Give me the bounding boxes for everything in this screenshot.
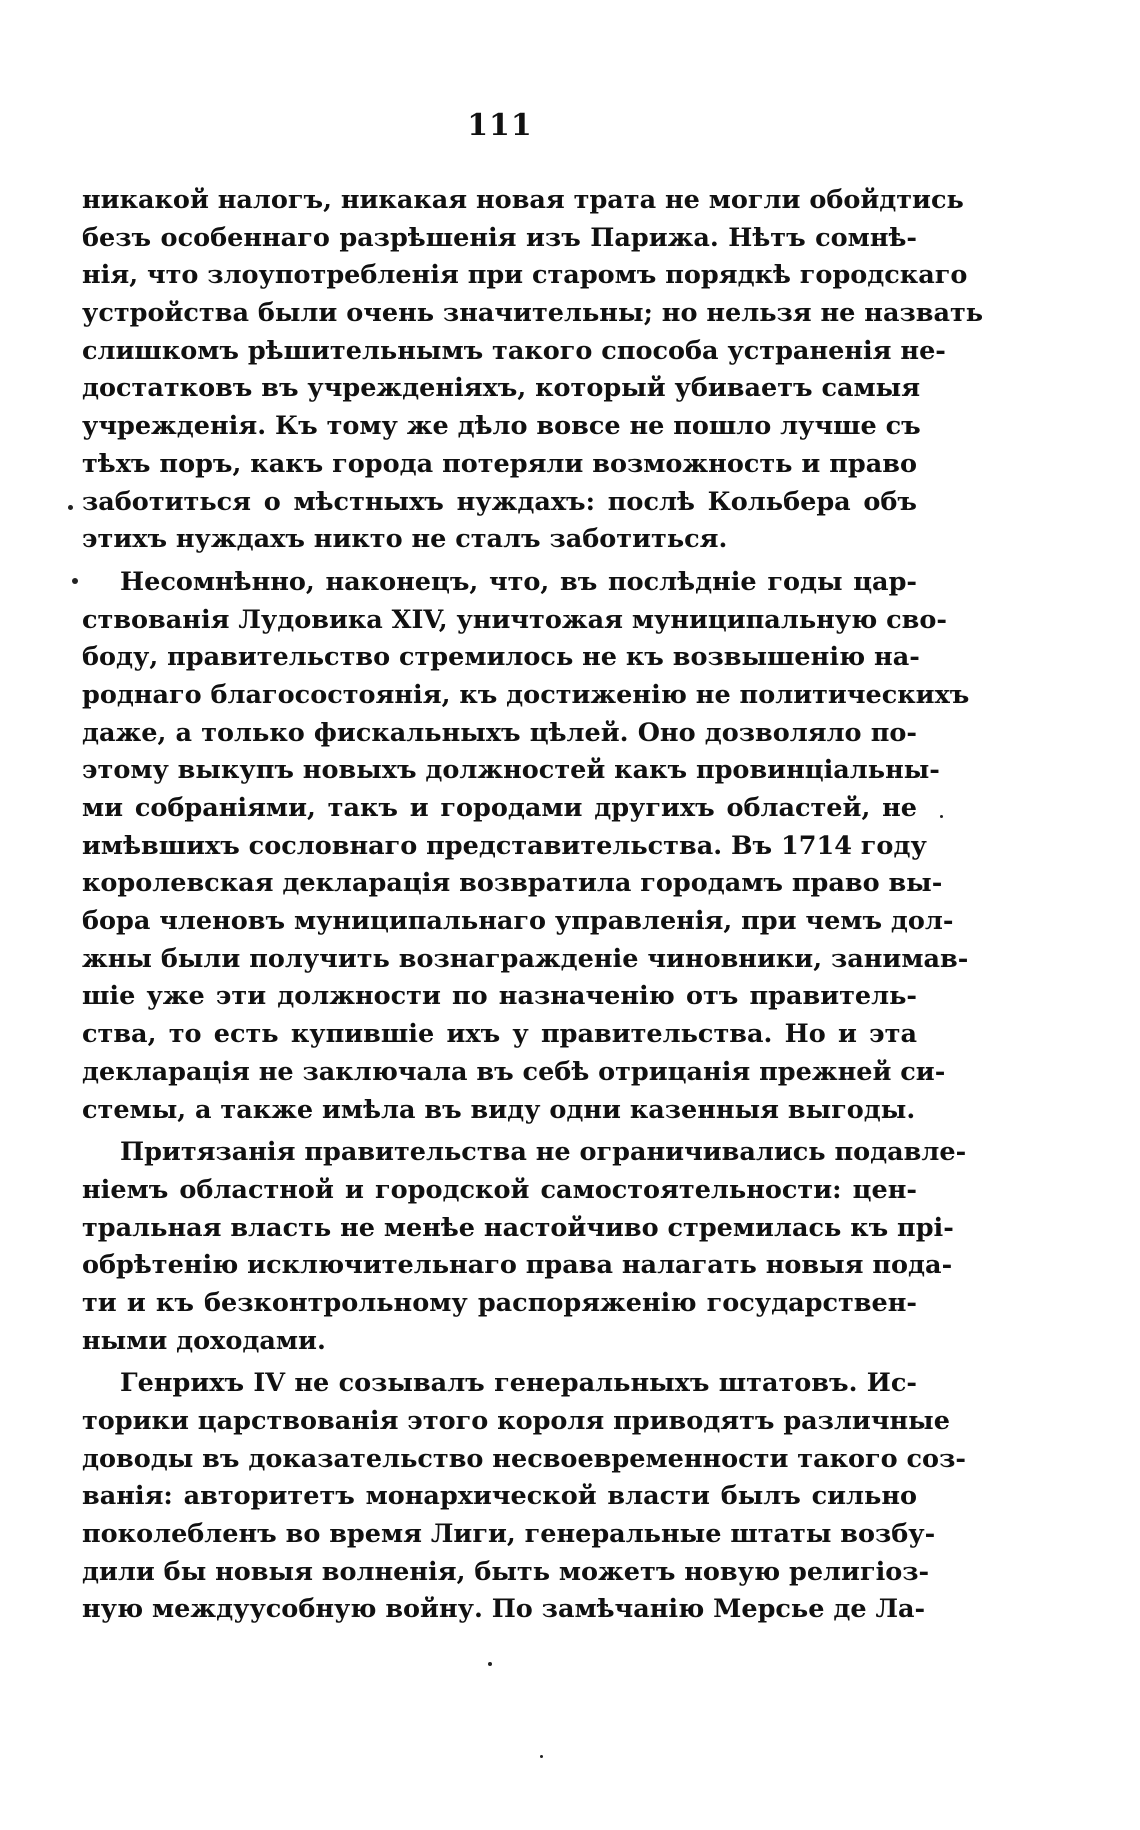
text-line: торики царствованія этого короля приводятъ различные [82, 1406, 950, 1436]
text-line: Притязанія правительства не ограничивались подавле- [120, 1137, 967, 1168]
text-line: дили бы новыя волненія, быть можетъ новую религіоз- [82, 1556, 930, 1587]
text-line: имѣвшихъ сословнаго представительства. Въ 1714 году [82, 830, 927, 861]
text-line: Генрихъ IV не созывалъ генеральныхъ штатовъ. Ис- [120, 1368, 917, 1399]
text-line: бора членовъ муниципальнаго управленія, при чемъ дол- [82, 906, 954, 937]
text-line: тѣхъ поръ, какъ города потеряли возможность и право [82, 448, 917, 479]
text-line: ніемъ областной и городской самостоятельности: цен- [82, 1174, 917, 1205]
text-line: обрѣтенію исключительнаго права налагать новыя пода- [82, 1250, 953, 1281]
paragraph [82, 1134, 967, 1360]
text-line: этихъ нуждахъ никто не сталъ заботиться. [82, 524, 728, 555]
scan-speck [72, 578, 78, 584]
paragraph [82, 1365, 966, 1629]
text-line: стемы, а также имѣла въ виду одни казенныя выгоды. [82, 1094, 916, 1125]
text-line: шіе уже эти должности по назначенію отъ правитель- [82, 981, 917, 1012]
text-line: ванія: авторитетъ монархической власти былъ сильно [82, 1481, 917, 1512]
text-line: достатковъ въ учрежденіяхъ, который убиваетъ самыя [82, 373, 921, 404]
text-line: безъ особеннаго разрѣшенія изъ Парижа. Нѣтъ сомнѣ- [82, 222, 917, 253]
scan-speck [68, 505, 73, 510]
scan-speck [940, 815, 943, 818]
scan-speck [488, 1662, 492, 1666]
paragraph [82, 564, 970, 1129]
text-line: заботиться о мѣстныхъ нуждахъ: послѣ Кольбера объ [82, 486, 917, 517]
paragraph [82, 182, 984, 559]
text-line: учрежденія. Къ тому же дѣло вовсе не пошло лучше съ [82, 411, 921, 442]
text-line: роднаго благосостоянія, къ достиженію не политическихъ [82, 679, 970, 710]
text-line: даже, а только фискальныхъ цѣлей. Оно дозволяло по- [82, 717, 917, 748]
text-line: этому выкупъ новыхъ должностей какъ провинціальны- [82, 755, 940, 786]
text-line: декларація не заключала въ себѣ отрицанія прежней си- [82, 1056, 946, 1087]
text-line: ную междуусобную войну. По замѣчанію Мерсье де Ла- [82, 1594, 926, 1625]
body-text [82, 182, 984, 1629]
text-line: тральная власть не менѣе настойчиво стремилась къ прі- [82, 1212, 954, 1243]
text-line: никакой налогъ, никакая новая трата не могли обойдтись [82, 185, 964, 215]
text-line: устройства были очень значительны; но нельзя не назвать [82, 298, 984, 329]
text-line: ства, то есть купившіе ихъ у правительства. Но и эта [82, 1019, 917, 1050]
text-line: королевская декларація возвратила городамъ право вы- [82, 868, 943, 899]
text-line: ми собраніями, такъ и городами другихъ областей, не [82, 793, 917, 823]
text-line: доводы въ доказательство несвоевременности такого соз- [82, 1443, 966, 1474]
scan-speck [540, 1755, 543, 1758]
text-line: боду, правительство стремилось не къ возвышенію на- [82, 642, 920, 673]
text-line: ти и къ безконтрольному распоряженію государствен- [82, 1287, 917, 1318]
text-line: жны были получить вознагражденіе чиновники, занимав- [82, 943, 969, 974]
text-line: слишкомъ рѣшительнымъ такого способа устраненія не- [82, 335, 946, 366]
page-number: 111 [467, 108, 533, 143]
text-line: ствованія Лудовика XIV, уничтожая муниципальную сво- [82, 604, 947, 635]
text-line: поколебленъ во время Лиги, генеральные штаты возбу- [82, 1519, 936, 1550]
text-line: нія, что злоупотребленія при старомъ порядкѣ городскаго [82, 260, 968, 291]
text-line: ными доходами. [82, 1325, 326, 1356]
text-line: Несомнѣнно, наконецъ, что, въ послѣдніе годы цар- [120, 566, 917, 597]
